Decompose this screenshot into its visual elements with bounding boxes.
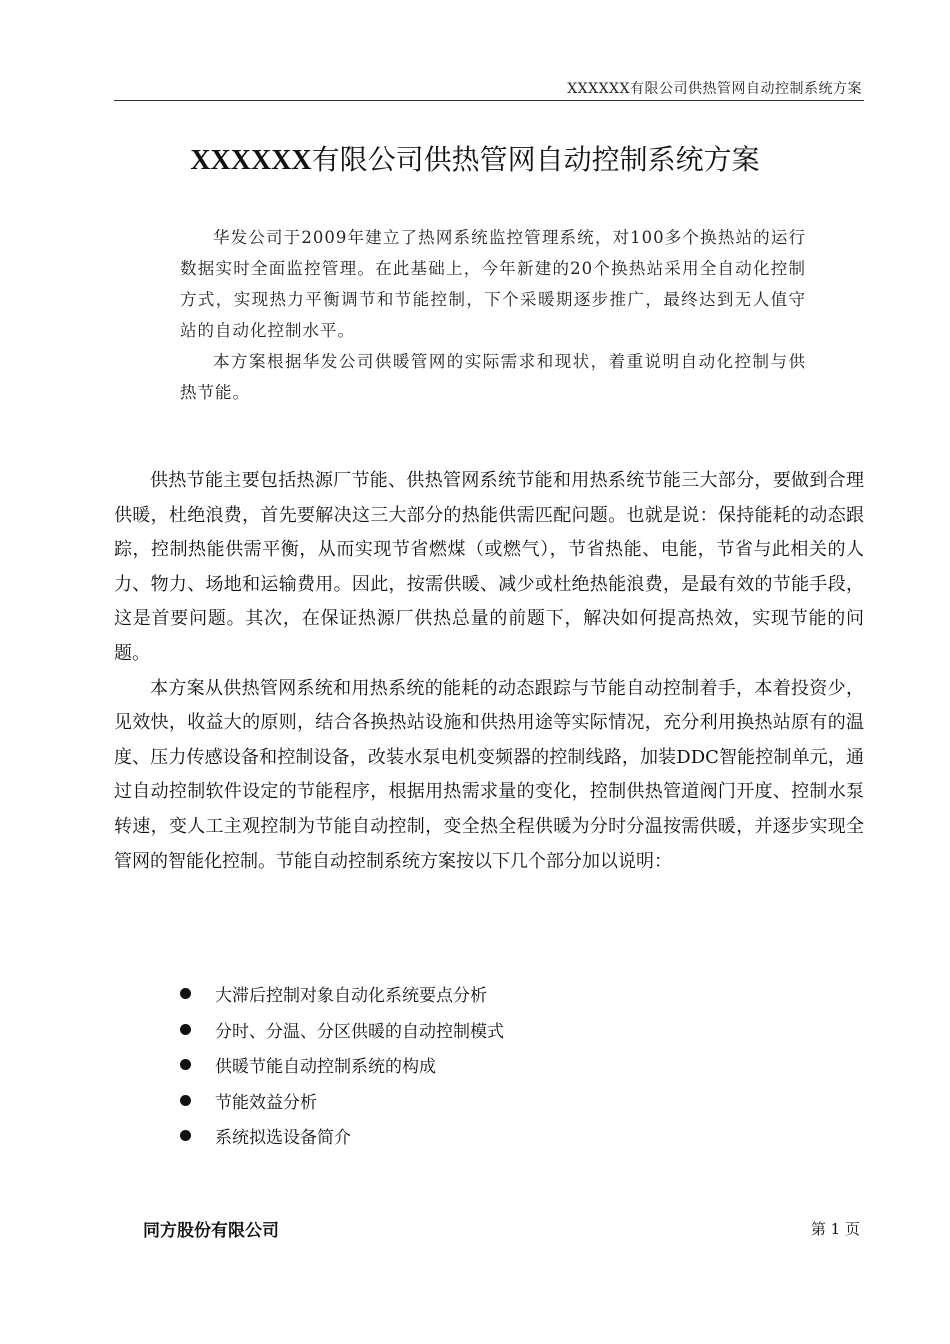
bullet-icon: [180, 1095, 191, 1106]
bullet-icon: [180, 988, 191, 999]
abstract-paragraph: 本方案根据华发公司供暖管网的实际需求和现状，着重说明自动化控制与供热节能。: [180, 352, 806, 402]
abstract: [180, 222, 806, 408]
body-paragraph: 本方案从供热管网系统和用热系统的能耗的动态跟踪与节能自动控制着手，本着投资少，见效快，收益大的原则，结合各换热站设施和供热用途等实际情况，充分利用换热站原有的温度、压力传感设备和控制设备，改装水泵电机变频器的控制线路，加装DDC智能控制单元，通过自动控制软件设定的节能程序，根据用热需求量的变化，控制供热管道阀门开度、控制水泵转速，变人工主观控制为节能自动控制，变全热全程供暖为分时分温按需供暖，并逐步实现全管网的智能化控制。节能自动控制系统方案按以下几个部分加以说明：: [114, 677, 864, 872]
list-item-label: 大滞后控制对象自动化系统要点分析: [215, 986, 487, 1007]
list-item-label: 系统拟选设备简介: [215, 1128, 351, 1149]
body-text: [114, 464, 864, 879]
list-item-label: 供暖节能自动控制系统的构成: [215, 1057, 436, 1078]
abstract-paragraph: 华发公司于2009年建立了热网系统监控管理系统，对100多个换热站的运行数据实时全面监控管理。在此基础上，今年新建的20个换热站采用全自动化控制方式，实现热力平衡调节和节能控制，下个采暖期逐步推广，最终达到无人值守站的自动化控制水平。: [180, 228, 806, 340]
running-header: XXXXXX有限公司供热管网自动控制系统方案: [567, 81, 862, 97]
list-item: [180, 1047, 504, 1083]
list-item-label: 节能效益分析: [215, 1092, 317, 1113]
list-item: [180, 1012, 504, 1048]
footer-company: 同方股份有限公司: [143, 1221, 279, 1241]
header-divider: [114, 100, 864, 101]
list-item: [180, 1118, 504, 1154]
bullet-icon: [180, 1024, 191, 1035]
list-item: [180, 1083, 504, 1119]
list-item-label: 分时、分温、分区供暖的自动控制模式: [215, 1021, 504, 1042]
outline-list: [180, 976, 504, 1154]
page-number: 第 1 页: [810, 1220, 860, 1238]
title-latin: XXXXXX: [190, 145, 312, 176]
title-text: 有限公司供热管网自动控制系统方案: [311, 143, 760, 176]
document-title: [0, 138, 950, 178]
list-item: [180, 976, 504, 1012]
bullet-icon: [180, 1130, 191, 1141]
body-paragraph: 供热节能主要包括热源厂节能、供热管网系统节能和用热系统节能三大部分，要做到合理供暖，杜绝浪费，首先要解决这三大部分的热能供需匹配问题。也就是说：保持能耗的动态跟踪，控制热能供需平衡，从而实现节省燃煤（或燃气），节省热能、电能，节省与此相关的人力、物力、场地和运输费用。因此，按需供暖、减少或杜绝热能浪费，是最有效的节能手段，这是首要问题。其次，在保证热源厂供热总量的前题下，解决如何提高热效，实现节能的问题。: [114, 470, 864, 664]
bullet-icon: [180, 1059, 191, 1070]
